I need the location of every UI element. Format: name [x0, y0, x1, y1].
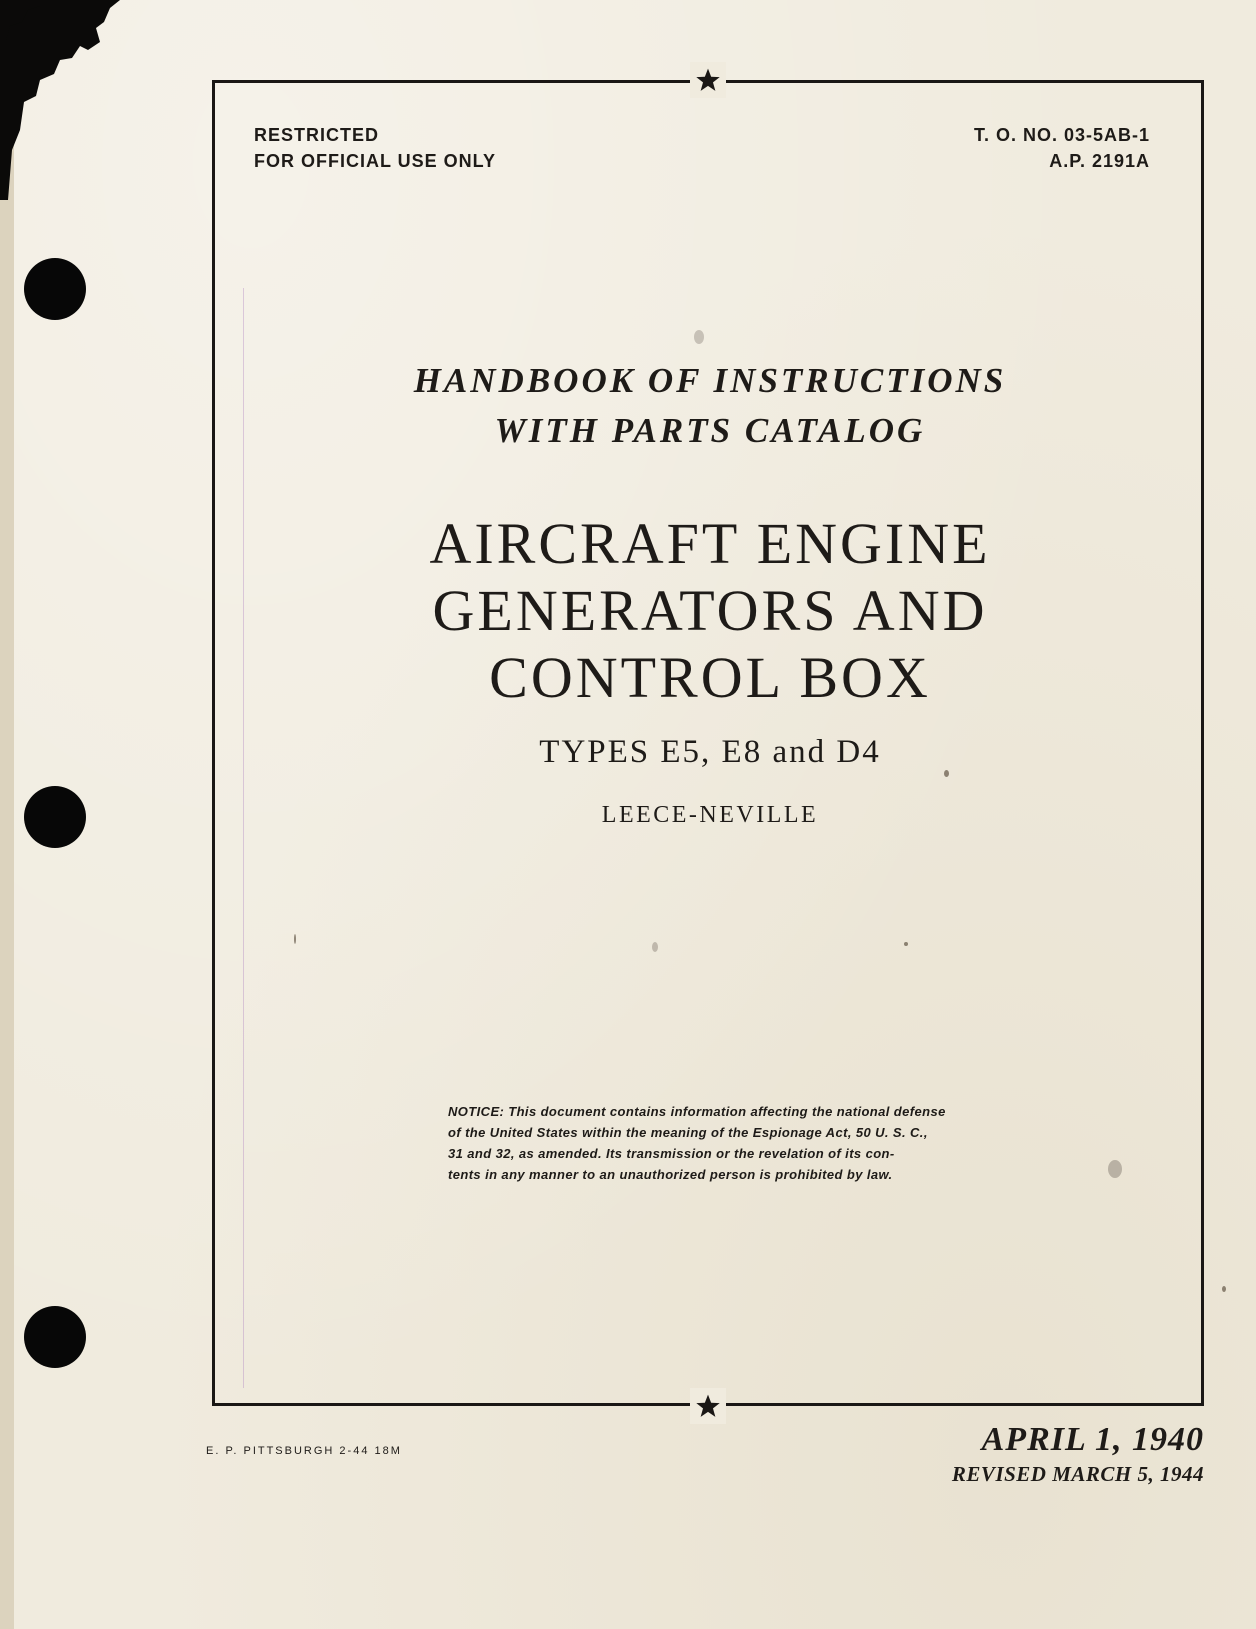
classification-label — [254, 122, 496, 174]
torn-corner — [0, 0, 140, 200]
paper-speck — [944, 770, 949, 777]
paper-speck — [694, 330, 704, 344]
paper-speck — [1222, 1286, 1226, 1292]
revision-date: REVISED MARCH 5, 1944 — [951, 1462, 1204, 1486]
paper-speck — [652, 942, 658, 952]
issue-date: APRIL 1, 1940 — [981, 1421, 1204, 1458]
punch-hole — [24, 1306, 86, 1368]
subtitle-line: HANDBOOK OF INSTRUCTIONS — [413, 361, 1007, 400]
paper-speck — [904, 942, 908, 946]
notice-line: of the United States within the meaning of the Espionage Act, 50 U. S. C., — [448, 1125, 928, 1140]
publication-date — [952, 1420, 1204, 1488]
document-reference — [974, 122, 1150, 174]
manufacturer: LEECE-NEVILLE — [601, 802, 819, 828]
document-subtitle — [330, 356, 1090, 456]
classification-line: RESTRICTED — [254, 125, 380, 145]
title-line: CONTROL BOX — [489, 645, 931, 710]
notice-line: tents in any manner to an unauthorized person is prohibited by law. — [448, 1167, 893, 1182]
reference-line: T. O. NO. 03-5AB-1 — [973, 125, 1150, 145]
punch-hole — [24, 258, 86, 320]
paper-speck — [1108, 1160, 1122, 1178]
punch-hole — [24, 786, 86, 848]
reference-line: A.P. 2191A — [1049, 151, 1150, 171]
equipment-types: TYPES E5, E8 and D4 — [539, 734, 881, 770]
security-notice — [448, 1101, 1008, 1185]
notice-line: 31 and 32, as amended. Its transmission or the revelation of its con- — [448, 1146, 895, 1161]
paper-edge — [0, 0, 14, 1629]
paper-speck — [294, 934, 296, 944]
classification-line: FOR OFFICIAL USE ONLY — [254, 151, 497, 171]
star-icon — [690, 62, 726, 98]
notice-line: NOTICE: This document contains information affecting the national defense — [448, 1104, 946, 1119]
subtitle-line: WITH PARTS CATALOG — [494, 411, 926, 450]
title-line: AIRCRAFT ENGINE — [429, 511, 991, 576]
star-icon — [690, 1388, 726, 1424]
title-line: GENERATORS AND — [432, 578, 988, 643]
printer-mark: E. P. PITTSBURGH 2-44 18M — [206, 1445, 402, 1457]
document-title — [330, 510, 1090, 711]
